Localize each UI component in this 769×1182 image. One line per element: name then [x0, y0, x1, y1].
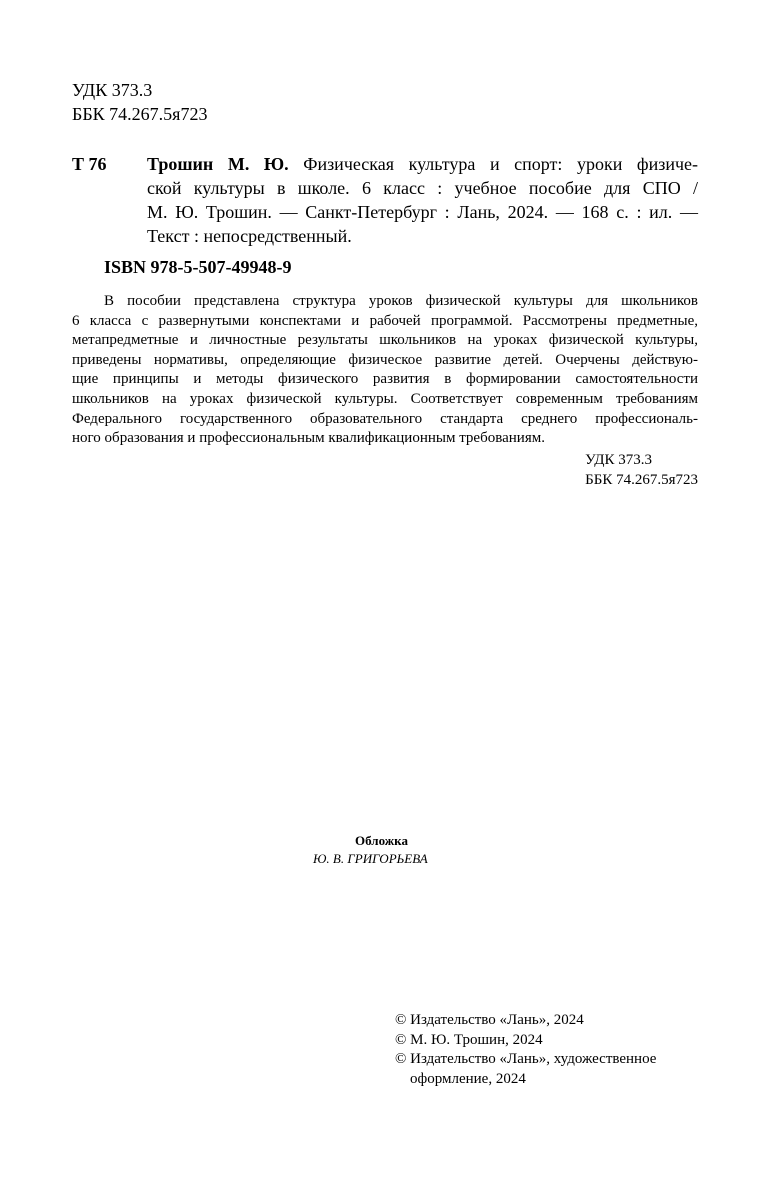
copyright-line: © М. Ю. Трошин, 2024	[395, 1031, 543, 1048]
annotation-line: щие принципы и методы физического развития в формировании самостоятельности	[72, 371, 698, 388]
copyright-line: оформление, 2024	[410, 1070, 526, 1087]
udk-code: УДК 373.3	[72, 80, 153, 100]
description-line-1	[147, 152, 698, 176]
annotation-line: Федерального государственного образовательного стандарта среднего профессиональ-	[72, 410, 698, 427]
cover-label: Обложка	[355, 833, 408, 848]
classification-footer	[585, 450, 698, 490]
udk-code-right: УДК 373.3	[585, 452, 652, 468]
copyright-line: © Издательство «Лань», 2024	[395, 1012, 584, 1028]
author-mark: Т 76	[72, 154, 107, 174]
annotation-line: 6 класса с развернутыми конспектами и рабочей программой. Рассмотрены предметные,	[72, 312, 698, 329]
description-line-4: Текст : непосредственный.	[147, 226, 352, 246]
annotation-line: В пособии представлена структура уроков физической культуры для школьников	[104, 293, 698, 309]
annotation-line: ного образования и профессиональным квалификационным требованиям.	[72, 430, 545, 447]
classification-header	[72, 78, 207, 126]
bbk-code-right: ББК 74.267.5я723	[585, 472, 698, 488]
bibliographic-description	[147, 152, 698, 248]
annotation-line: метапредметные и личностные результаты школьников на уроках физической культуры,	[72, 332, 698, 349]
description-line-2: ской культуры в школе. 6 класс : учебное пособие для СПО /	[147, 178, 698, 198]
isbn: ISBN 978-5-507-49948-9	[104, 257, 292, 277]
copyright-block	[395, 1011, 656, 1089]
annotation-line: приведены нормативы, определяющие физическое развитие детей. Очерчены действую-	[72, 351, 698, 368]
annotation-line: школьников на уроках физической культуры. Соответствует современным требованиям	[72, 390, 698, 407]
title-start: Физическая культура и спорт: уроки физиче-	[303, 154, 698, 174]
copyright-line: © Издательство «Лань», художественное	[395, 1051, 657, 1067]
description-line-3: М. Ю. Трошин. — Санкт-Петербург : Лань, 2024. — 168 с. : ил. —	[147, 202, 698, 222]
author-name: Трошин М. Ю.	[147, 154, 289, 174]
annotation	[72, 292, 698, 449]
bbk-code: ББК 74.267.5я723	[72, 104, 208, 124]
cover-designer: Ю. В. ГРИГОРЬЕВА	[313, 851, 428, 866]
